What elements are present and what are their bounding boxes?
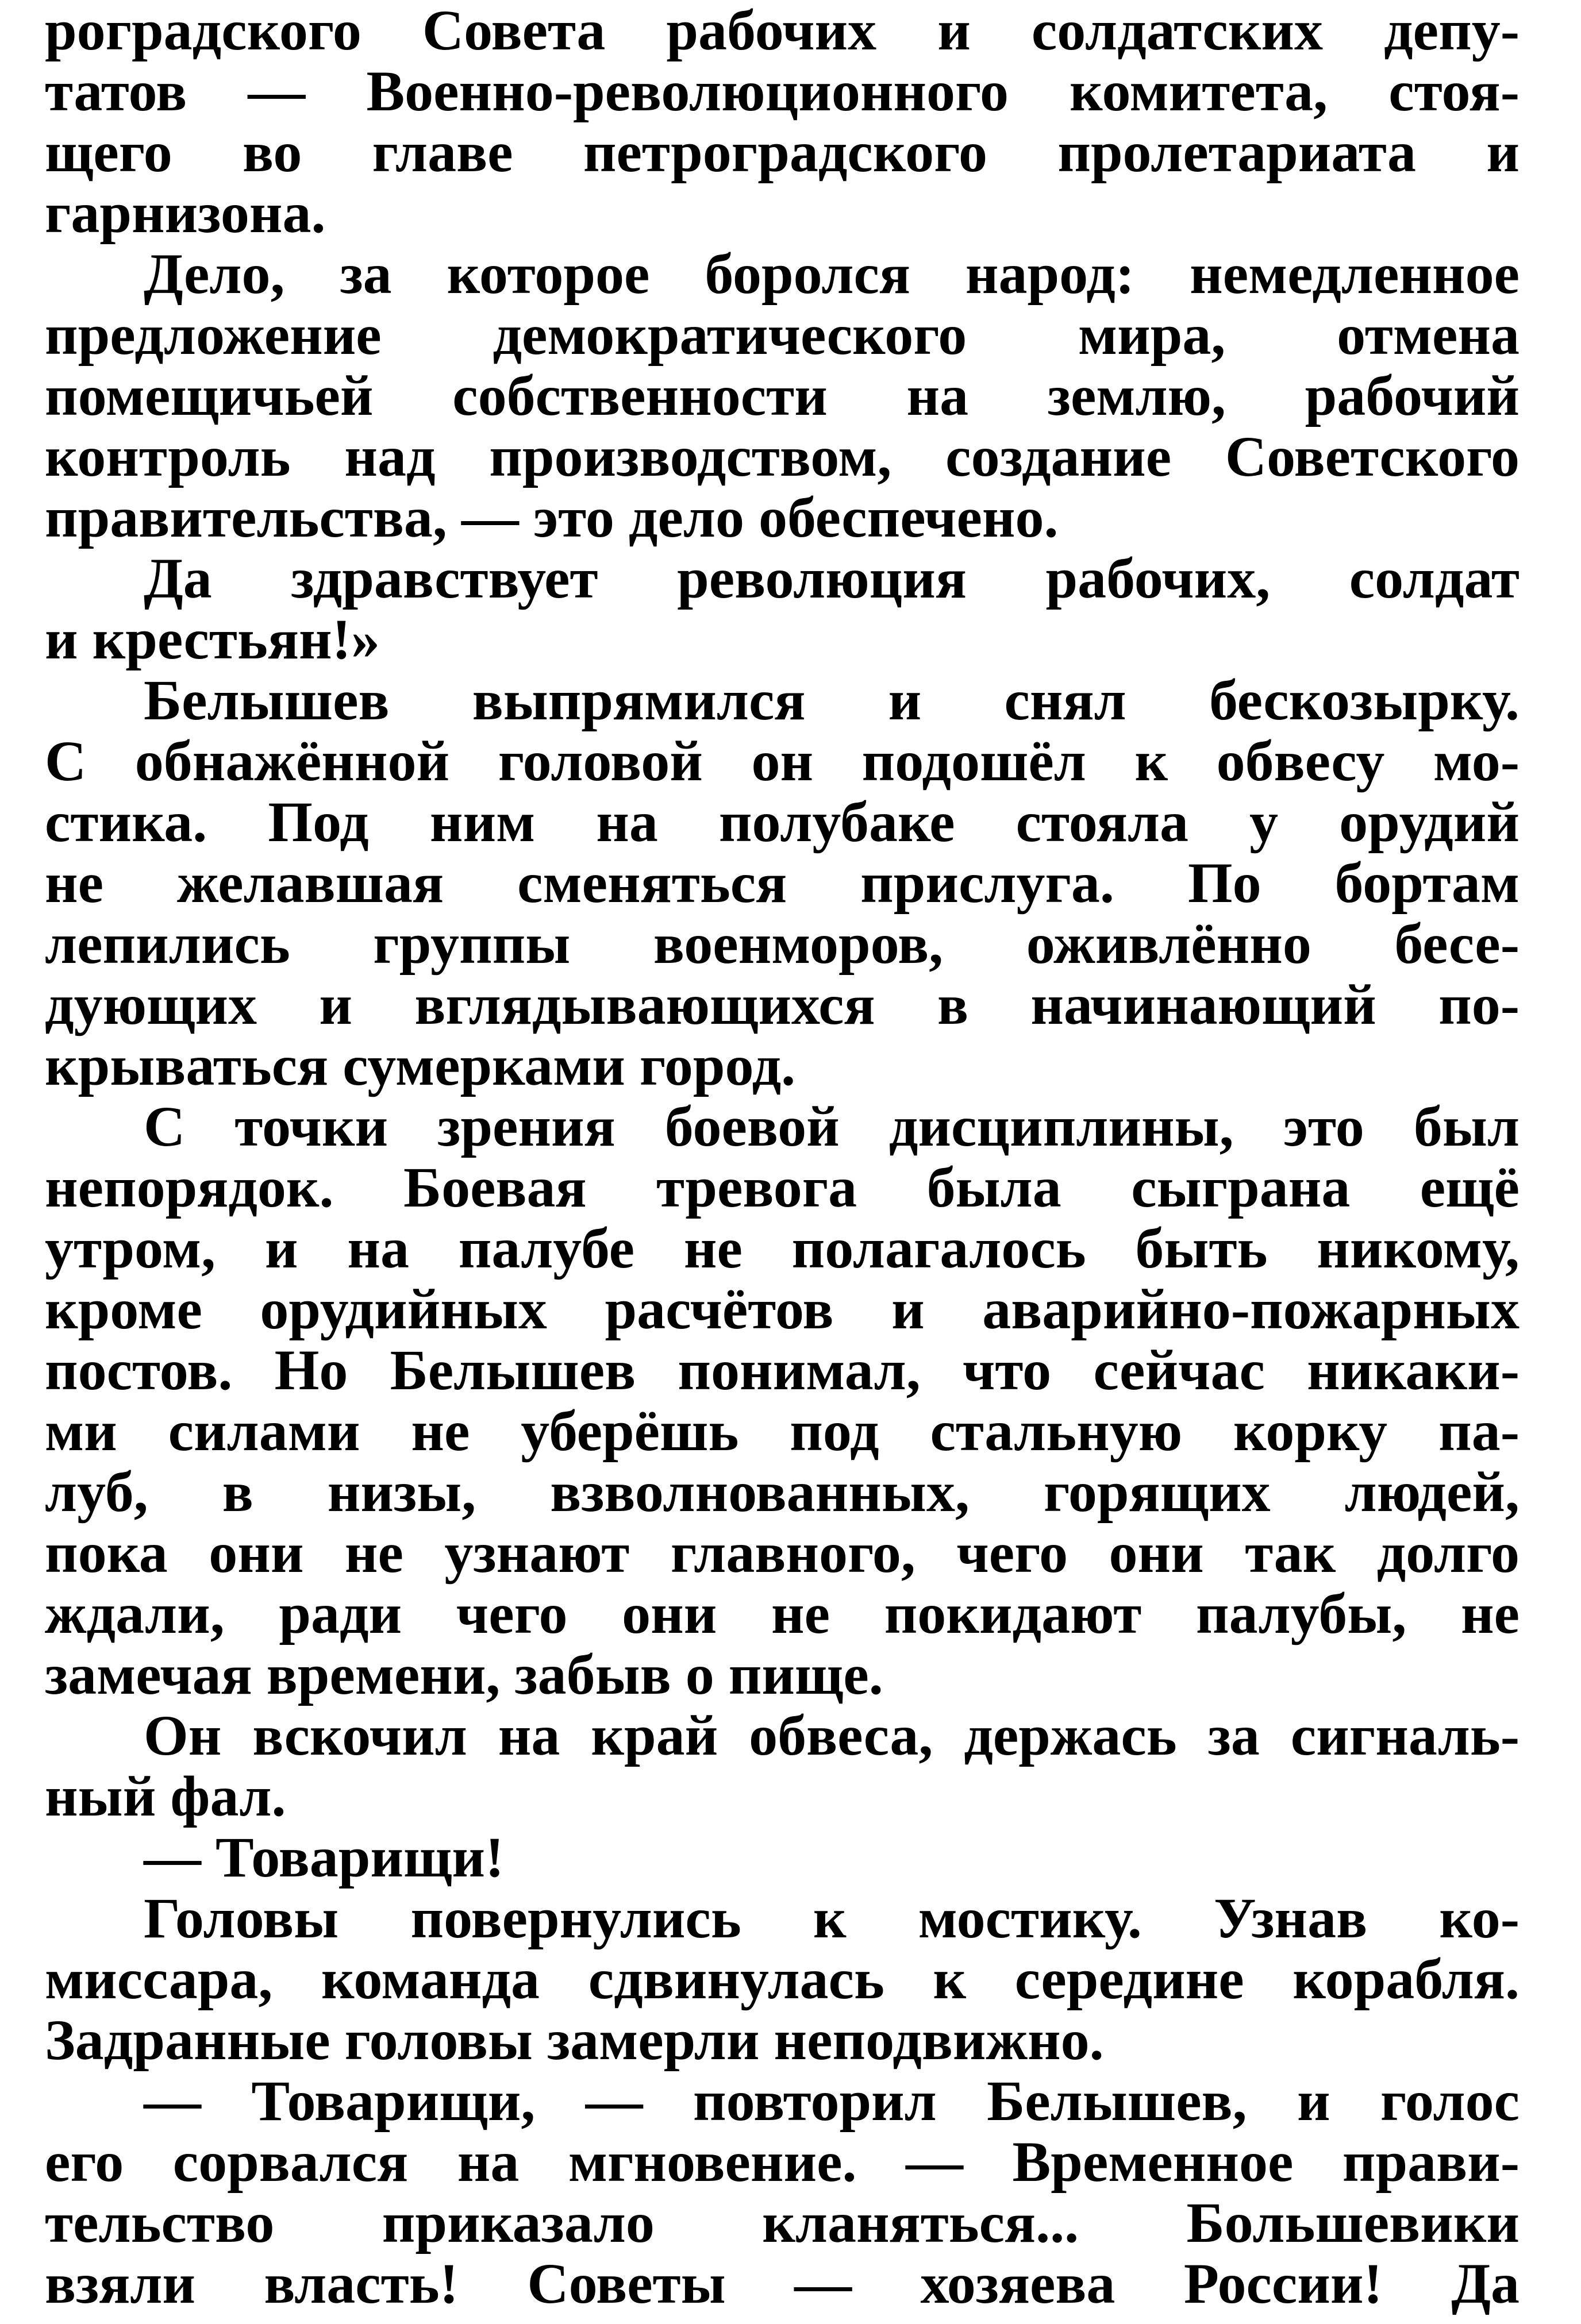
- text-line: луб, в низы, взволнованных, горящих людей,: [45, 1460, 1520, 1524]
- text-line: С обнажённой головой он подошёл к обвесу мо-: [45, 729, 1520, 793]
- text-line: контроль над производством, создание Советского: [45, 425, 1520, 488]
- text-line: Дело, за которое боролся народ: немедленное: [144, 242, 1520, 306]
- text-line: ждали, ради чего они не покидают палубы, не: [45, 1582, 1520, 1645]
- text-line: пока они не узнают главного, чего они так долго: [45, 1521, 1520, 1585]
- text-line: татов — Военно-революционного комитета, стоя-: [45, 59, 1520, 123]
- text-line: постов. Но Белышев понимал, что сейчас никаки-: [45, 1338, 1520, 1402]
- text-line: тельство приказало кланяться... Большевики: [45, 2191, 1520, 2254]
- text-line: лепились группы военморов, оживлённо бесе-: [45, 912, 1520, 976]
- text-line: дующих и вглядывающихся в начинающий по-: [45, 973, 1520, 1036]
- text-line: не желавшая сменяться прислуга. По бортам: [45, 851, 1520, 915]
- text-line: предложение демократического мира, отмена: [45, 303, 1520, 367]
- text-line: и крестьян!»: [45, 607, 380, 671]
- text-line: взяли власть! Советы — хозяева России! Да: [45, 2252, 1520, 2315]
- text-line: Он вскочил на край обвеса, держась за сигналь-: [144, 1704, 1520, 1767]
- text-line: помещичьей собственности на землю, рабочий: [45, 364, 1520, 427]
- text-line: его сорвался на мгновение. — Временное прави-: [45, 2130, 1520, 2194]
- text-line: миссара, команда сдвинулась к середине корабля.: [45, 1947, 1520, 2011]
- text-line: роградского Совета рабочих и солдатских депу-: [45, 0, 1520, 62]
- text-line: ми силами не уберёшь под стальную корку па-: [45, 1399, 1520, 1463]
- body-text: [45, 0, 1520, 2314]
- text-line: стика. Под ним на полубаке стояла у орудий: [45, 790, 1520, 854]
- text-line: правительства, — это дело обеспечено.: [45, 485, 1059, 549]
- text-line: щего во главе петроградского пролетариата и: [45, 120, 1520, 184]
- text-line: Да здравствует революция рабочих, солдат: [144, 546, 1520, 610]
- text-line: замечая времени, забыв о пище.: [45, 1643, 883, 1706]
- text-line: крываться сумерками город.: [45, 1034, 796, 1097]
- text-line: Задранные головы замерли неподвижно.: [45, 2008, 1104, 2072]
- text-line: утром, и на палубе не полагалось быть никому,: [45, 1216, 1520, 1280]
- text-line: — Товарищи!: [144, 1825, 505, 1889]
- text-line: Белышев выпрямился и снял бескозырку.: [144, 668, 1520, 732]
- text-line: Головы повернулись к мостику. Узнав ко-: [144, 1886, 1520, 1950]
- text-line: ный фал.: [45, 1764, 286, 1828]
- text-line: — Товарищи, — повторил Белышев, и голос: [144, 2069, 1520, 2133]
- text-line: гарнизона.: [45, 181, 326, 245]
- text-line: С точки зрения боевой дисциплины, это был: [144, 1094, 1520, 1158]
- text-line: кроме орудийных расчётов и аварийно-пожарных: [45, 1277, 1520, 1341]
- text-line: непорядок. Боевая тревога была сыграна ещё: [45, 1155, 1520, 1219]
